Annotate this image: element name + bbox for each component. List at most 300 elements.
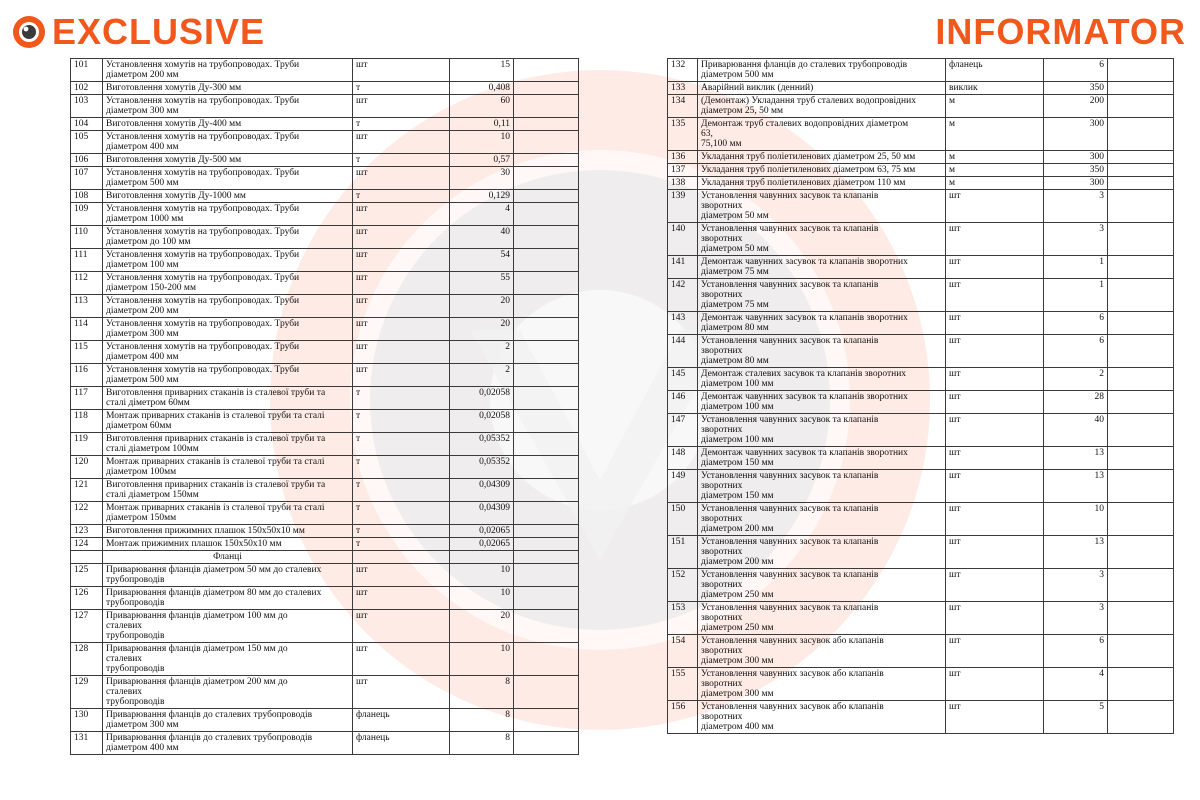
row-unit: шт bbox=[353, 610, 450, 643]
brand-left-text: EXCLUSIVE bbox=[52, 11, 266, 52]
row-empty-cell bbox=[1108, 635, 1174, 668]
row-unit: шт bbox=[946, 602, 1044, 635]
row-number: 129 bbox=[71, 676, 103, 709]
row-description: Установлення чавунних засувок та клапанів зворотних діаметром 200 мм bbox=[698, 536, 946, 569]
row-quantity: 13 bbox=[1044, 470, 1108, 503]
row-number: 135 bbox=[668, 118, 698, 151]
row-unit: шт bbox=[353, 643, 450, 676]
table-row bbox=[71, 341, 579, 364]
row-description: Установлення чавунних засувок та клапанів зворотних діаметром 50 мм bbox=[698, 223, 946, 256]
row-number: 155 bbox=[668, 668, 698, 701]
row-number: 142 bbox=[668, 279, 698, 312]
row-number: 107 bbox=[71, 167, 103, 190]
row-description: Укладання труб поліетиленових діаметром 25, 50 мм bbox=[698, 151, 946, 164]
table-row bbox=[668, 391, 1174, 414]
row-unit: шт bbox=[353, 249, 450, 272]
row-description: Демонтаж сталевих засувок та клапанів зворотних діаметром 100 мм bbox=[698, 368, 946, 391]
row-empty-cell bbox=[514, 82, 579, 95]
row-unit: т bbox=[353, 387, 450, 410]
row-description: Приварювання фланців діаметром 150 мм до сталевих трубопроводів bbox=[103, 643, 353, 676]
row-empty-cell bbox=[514, 203, 579, 226]
row-quantity: 3 bbox=[1044, 569, 1108, 602]
row-quantity: 8 bbox=[450, 732, 514, 755]
row-number: 116 bbox=[71, 364, 103, 387]
row-description: Виготовлення прижимних плашок 150х50х10 мм bbox=[103, 525, 353, 538]
row-number: 118 bbox=[71, 410, 103, 433]
row-unit: фланець bbox=[353, 732, 450, 755]
row-description: Монтаж приварних стаканів із сталевої труби та сталі діаметром 100мм bbox=[103, 456, 353, 479]
row-unit: шт bbox=[353, 587, 450, 610]
row-number: 132 bbox=[668, 59, 698, 82]
row-number: 150 bbox=[668, 503, 698, 536]
table-row bbox=[668, 256, 1174, 279]
row-number: 113 bbox=[71, 295, 103, 318]
table-row bbox=[71, 59, 579, 82]
row-number: 140 bbox=[668, 223, 698, 256]
row-empty-cell bbox=[1108, 82, 1174, 95]
row-number: 125 bbox=[71, 564, 103, 587]
row-description: Демонтаж чавунних засувок та клапанів зворотних діаметром 80 мм bbox=[698, 312, 946, 335]
row-quantity: 40 bbox=[1044, 414, 1108, 447]
row-quantity: 1 bbox=[1044, 279, 1108, 312]
table-row bbox=[71, 479, 579, 502]
row-empty-cell bbox=[514, 538, 579, 551]
row-description: Установлення чавунних засувок та клапанів зворотних діаметром 50 мм bbox=[698, 190, 946, 223]
brand-left bbox=[12, 10, 265, 54]
row-description: Установлення чавунних засувок та клапанів зворотних діаметром 150 мм bbox=[698, 470, 946, 503]
row-number: 108 bbox=[71, 190, 103, 203]
row-quantity: 6 bbox=[1044, 635, 1108, 668]
row-unit: т bbox=[353, 456, 450, 479]
row-unit: шт bbox=[946, 503, 1044, 536]
row-description: Виготовлення хомутів Ду-400 мм bbox=[103, 118, 353, 131]
row-unit: фланець bbox=[353, 709, 450, 732]
row-number: 145 bbox=[668, 368, 698, 391]
row-quantity: 40 bbox=[450, 226, 514, 249]
row-unit: т bbox=[353, 479, 450, 502]
row-description: Аварійний виклик (денний) bbox=[698, 82, 946, 95]
row-quantity: 10 bbox=[450, 643, 514, 676]
row-quantity: 20 bbox=[450, 295, 514, 318]
row-unit: шт bbox=[353, 564, 450, 587]
row-quantity: 6 bbox=[1044, 335, 1108, 368]
row-quantity: 0,05352 bbox=[450, 433, 514, 456]
row-description: Установлення хомутів на трубопроводах. Труби діаметром 150-200 мм bbox=[103, 272, 353, 295]
table-row bbox=[668, 701, 1174, 734]
table-row bbox=[71, 118, 579, 131]
row-empty-cell bbox=[1108, 503, 1174, 536]
row-unit: шт bbox=[353, 676, 450, 709]
row-quantity: 10 bbox=[450, 564, 514, 587]
row-unit: т bbox=[353, 190, 450, 203]
table-row bbox=[668, 59, 1174, 82]
right-table bbox=[667, 58, 1174, 734]
table-row bbox=[668, 118, 1174, 151]
row-unit: шт bbox=[946, 470, 1044, 503]
row-number: 133 bbox=[668, 82, 698, 95]
row-description: Виготовлення приварних стаканів із сталевої труби та сталі діаметром 100мм bbox=[103, 433, 353, 456]
row-number: 123 bbox=[71, 525, 103, 538]
row-number: 134 bbox=[668, 95, 698, 118]
table-row bbox=[668, 223, 1174, 256]
row-quantity: 2 bbox=[1044, 368, 1108, 391]
table-row bbox=[71, 203, 579, 226]
row-quantity: 13 bbox=[1044, 447, 1108, 470]
table-row bbox=[71, 154, 579, 167]
row-empty-cell bbox=[1108, 279, 1174, 312]
row-empty-cell bbox=[514, 564, 579, 587]
row-empty-cell bbox=[514, 249, 579, 272]
row-empty-cell bbox=[1108, 59, 1174, 82]
row-quantity: 0,05352 bbox=[450, 456, 514, 479]
row-empty-cell bbox=[514, 95, 579, 118]
row-empty-cell bbox=[1108, 118, 1174, 151]
row-description: Укладання труб поліетиленових діаметром 110 мм bbox=[698, 177, 946, 190]
row-empty-cell bbox=[514, 318, 579, 341]
row-number: 130 bbox=[71, 709, 103, 732]
row-description: Установлення хомутів на трубопроводах. Труби діаметром до 100 мм bbox=[103, 226, 353, 249]
table-row bbox=[668, 190, 1174, 223]
row-description: Приварювання фланців діаметром 50 мм до сталевих трубопроводів bbox=[103, 564, 353, 587]
row-empty-cell bbox=[514, 118, 579, 131]
section-empty-cell bbox=[450, 551, 514, 564]
table-row bbox=[71, 456, 579, 479]
section-row bbox=[71, 551, 579, 564]
row-unit: шт bbox=[353, 295, 450, 318]
row-description: Виготовлення хомутів Ду-1000 мм bbox=[103, 190, 353, 203]
row-unit: шт bbox=[946, 701, 1044, 734]
row-empty-cell bbox=[514, 643, 579, 676]
row-quantity: 4 bbox=[450, 203, 514, 226]
row-empty-cell bbox=[1108, 602, 1174, 635]
row-empty-cell bbox=[514, 154, 579, 167]
row-empty-cell bbox=[514, 410, 579, 433]
row-description: Установлення хомутів на трубопроводах. Труби діаметром 200 мм bbox=[103, 59, 353, 82]
row-description: Виготовлення хомутів Ду-300 мм bbox=[103, 82, 353, 95]
row-number: 103 bbox=[71, 95, 103, 118]
row-empty-cell bbox=[514, 676, 579, 709]
row-number: 143 bbox=[668, 312, 698, 335]
row-description: Приварювання фланців до сталевих трубопроводів діаметром 500 мм bbox=[698, 59, 946, 82]
row-description: Приварювання фланців діаметром 100 мм до сталевих трубопроводів bbox=[103, 610, 353, 643]
row-number: 115 bbox=[71, 341, 103, 364]
row-empty-cell bbox=[1108, 447, 1174, 470]
row-quantity: 2 bbox=[450, 364, 514, 387]
row-quantity: 350 bbox=[1044, 82, 1108, 95]
row-quantity: 8 bbox=[450, 676, 514, 709]
row-quantity: 10 bbox=[1044, 503, 1108, 536]
table-row bbox=[71, 564, 579, 587]
row-number: 153 bbox=[668, 602, 698, 635]
table-row bbox=[668, 470, 1174, 503]
row-quantity: 3 bbox=[1044, 223, 1108, 256]
table-row bbox=[71, 295, 579, 318]
row-empty-cell bbox=[514, 272, 579, 295]
row-empty-cell bbox=[1108, 164, 1174, 177]
row-empty-cell bbox=[514, 525, 579, 538]
row-number: 112 bbox=[71, 272, 103, 295]
row-empty-cell bbox=[514, 226, 579, 249]
row-quantity: 0,11 bbox=[450, 118, 514, 131]
row-description: Монтаж прижимних плашок 150х50х10 мм bbox=[103, 538, 353, 551]
table-row bbox=[71, 410, 579, 433]
row-number: 149 bbox=[668, 470, 698, 503]
row-number: 122 bbox=[71, 502, 103, 525]
row-quantity: 0,02065 bbox=[450, 525, 514, 538]
row-quantity: 350 bbox=[1044, 164, 1108, 177]
row-number: 120 bbox=[71, 456, 103, 479]
row-description: Установлення хомутів на трубопроводах. Труби діаметром 300 мм bbox=[103, 318, 353, 341]
row-quantity: 2 bbox=[450, 341, 514, 364]
row-unit: шт bbox=[946, 447, 1044, 470]
row-unit: шт bbox=[353, 318, 450, 341]
row-description: Установлення чавунних засувок або клапанів зворотних діаметром 400 мм bbox=[698, 701, 946, 734]
table-row bbox=[668, 164, 1174, 177]
row-number: 102 bbox=[71, 82, 103, 95]
row-unit: шт bbox=[946, 368, 1044, 391]
row-empty-cell bbox=[514, 295, 579, 318]
table-row bbox=[71, 364, 579, 387]
row-description: Установлення чавунних засувок або клапанів зворотних діаметром 300 мм bbox=[698, 668, 946, 701]
row-empty-cell bbox=[514, 190, 579, 203]
row-empty-cell bbox=[1108, 470, 1174, 503]
row-quantity: 0,02058 bbox=[450, 410, 514, 433]
row-unit: м bbox=[946, 164, 1044, 177]
row-quantity: 10 bbox=[450, 587, 514, 610]
row-description: Установлення чавунних засувок та клапанів зворотних діаметром 250 мм bbox=[698, 602, 946, 635]
eye-logo-icon bbox=[12, 15, 46, 49]
row-description: Виготовлення приварних стаканів із сталевої труби та сталі діметром 60мм bbox=[103, 387, 353, 410]
row-number: 105 bbox=[71, 131, 103, 154]
row-unit: виклик bbox=[946, 82, 1044, 95]
row-empty-cell bbox=[1108, 536, 1174, 569]
row-unit: фланець bbox=[946, 59, 1044, 82]
row-unit: м bbox=[946, 95, 1044, 118]
row-description: Установлення хомутів на трубопроводах. Труби діаметром 400 мм bbox=[103, 131, 353, 154]
table-row bbox=[71, 387, 579, 410]
row-empty-cell bbox=[1108, 335, 1174, 368]
row-quantity: 15 bbox=[450, 59, 514, 82]
row-unit: шт bbox=[946, 635, 1044, 668]
row-empty-cell bbox=[1108, 368, 1174, 391]
row-description: Установлення хомутів на трубопроводах. Труби діаметром 1000 мм bbox=[103, 203, 353, 226]
table-row bbox=[668, 668, 1174, 701]
table-row bbox=[71, 131, 579, 154]
row-quantity: 0,02065 bbox=[450, 538, 514, 551]
row-number: 104 bbox=[71, 118, 103, 131]
table-row bbox=[71, 732, 579, 755]
row-unit: шт bbox=[946, 391, 1044, 414]
table-row bbox=[668, 177, 1174, 190]
row-number: 147 bbox=[668, 414, 698, 447]
row-quantity: 20 bbox=[450, 318, 514, 341]
row-empty-cell bbox=[514, 59, 579, 82]
row-quantity: 200 bbox=[1044, 95, 1108, 118]
row-quantity: 8 bbox=[450, 709, 514, 732]
row-description: Приварювання фланців діаметром 80 мм до сталевих трубопроводів bbox=[103, 587, 353, 610]
row-empty-cell bbox=[1108, 151, 1174, 164]
row-description: Демонтаж чавунних засувок та клапанів зворотних діаметром 75 мм bbox=[698, 256, 946, 279]
row-unit: шт bbox=[353, 341, 450, 364]
table-row bbox=[668, 151, 1174, 164]
row-description: Установлення хомутів на трубопроводах. Труби діаметром 500 мм bbox=[103, 364, 353, 387]
row-quantity: 3 bbox=[1044, 190, 1108, 223]
row-empty-cell bbox=[514, 502, 579, 525]
row-unit: т bbox=[353, 502, 450, 525]
row-unit: шт bbox=[946, 536, 1044, 569]
table-row bbox=[71, 167, 579, 190]
row-unit: шт bbox=[353, 59, 450, 82]
table-row bbox=[71, 433, 579, 456]
row-unit: шт bbox=[353, 226, 450, 249]
row-quantity: 3 bbox=[1044, 602, 1108, 635]
row-description: Установлення чавунних засувок та клапанів зворотних діаметром 200 мм bbox=[698, 503, 946, 536]
row-quantity: 6 bbox=[1044, 59, 1108, 82]
row-quantity: 10 bbox=[450, 131, 514, 154]
section-title: Фланці bbox=[103, 551, 353, 564]
row-number: 154 bbox=[668, 635, 698, 668]
row-empty-cell bbox=[1108, 701, 1174, 734]
row-description: Виготовлення хомутів Ду-500 мм bbox=[103, 154, 353, 167]
row-empty-cell bbox=[514, 364, 579, 387]
row-quantity: 20 bbox=[450, 610, 514, 643]
row-number: 128 bbox=[71, 643, 103, 676]
row-description: Установлення чавунних засувок та клапанів зворотних діаметром 250 мм bbox=[698, 569, 946, 602]
row-quantity: 0,02058 bbox=[450, 387, 514, 410]
row-unit: шт bbox=[353, 203, 450, 226]
table-row bbox=[668, 536, 1174, 569]
row-number: 110 bbox=[71, 226, 103, 249]
section-number-cell bbox=[71, 551, 103, 564]
table-row bbox=[668, 95, 1174, 118]
row-quantity: 13 bbox=[1044, 536, 1108, 569]
table-row bbox=[71, 643, 579, 676]
row-number: 117 bbox=[71, 387, 103, 410]
row-empty-cell bbox=[514, 456, 579, 479]
table-row bbox=[668, 279, 1174, 312]
row-unit: шт bbox=[946, 312, 1044, 335]
left-page bbox=[70, 58, 578, 755]
left-table bbox=[70, 58, 579, 755]
table-row bbox=[668, 82, 1174, 95]
row-quantity: 0,129 bbox=[450, 190, 514, 203]
row-empty-cell bbox=[1108, 95, 1174, 118]
row-unit: шт bbox=[946, 279, 1044, 312]
row-description: Демонтаж чавунних засувок та клапанів зворотних діаметром 100 мм bbox=[698, 391, 946, 414]
row-quantity: 54 bbox=[450, 249, 514, 272]
row-quantity: 1 bbox=[1044, 256, 1108, 279]
row-number: 127 bbox=[71, 610, 103, 643]
table-row bbox=[668, 602, 1174, 635]
right-page bbox=[667, 58, 1173, 734]
row-unit: т bbox=[353, 154, 450, 167]
row-quantity: 4 bbox=[1044, 668, 1108, 701]
row-empty-cell bbox=[1108, 177, 1174, 190]
row-unit: шт bbox=[946, 569, 1044, 602]
row-quantity: 28 bbox=[1044, 391, 1108, 414]
row-quantity: 300 bbox=[1044, 177, 1108, 190]
table-row bbox=[71, 318, 579, 341]
row-quantity: 0,57 bbox=[450, 154, 514, 167]
row-unit: шт bbox=[946, 335, 1044, 368]
row-description: Установлення хомутів на трубопроводах. Труби діаметром 400 мм bbox=[103, 341, 353, 364]
row-quantity: 30 bbox=[450, 167, 514, 190]
row-description: Установлення хомутів на трубопроводах. Труби діаметром 100 мм bbox=[103, 249, 353, 272]
row-empty-cell bbox=[514, 709, 579, 732]
row-unit: шт bbox=[946, 256, 1044, 279]
row-empty-cell bbox=[1108, 256, 1174, 279]
row-description: Виготовлення приварних стаканів із сталевої труби та сталі діаметром 150мм bbox=[103, 479, 353, 502]
table-row bbox=[71, 538, 579, 551]
row-description: Установлення чавунних засувок або клапанів зворотних діаметром 300 мм bbox=[698, 635, 946, 668]
section-empty-cell bbox=[353, 551, 450, 564]
row-number: 152 bbox=[668, 569, 698, 602]
row-number: 131 bbox=[71, 732, 103, 755]
table-row bbox=[668, 635, 1174, 668]
row-number: 119 bbox=[71, 433, 103, 456]
row-unit: т bbox=[353, 538, 450, 551]
brand-right: INFORMATOR bbox=[935, 11, 1186, 52]
table-row bbox=[71, 95, 579, 118]
row-description: Установлення чавунних засувок та клапанів зворотних діаметром 100 мм bbox=[698, 414, 946, 447]
row-quantity: 0,04309 bbox=[450, 502, 514, 525]
table-row bbox=[668, 447, 1174, 470]
row-number: 109 bbox=[71, 203, 103, 226]
table-row bbox=[71, 249, 579, 272]
table-row bbox=[668, 312, 1174, 335]
row-quantity: 60 bbox=[450, 95, 514, 118]
row-empty-cell bbox=[514, 131, 579, 154]
row-unit: т bbox=[353, 525, 450, 538]
row-description: Установлення хомутів на трубопроводах. Труби діаметром 300 мм bbox=[103, 95, 353, 118]
row-unit: шт bbox=[946, 223, 1044, 256]
row-quantity: 0,04309 bbox=[450, 479, 514, 502]
row-unit: т bbox=[353, 82, 450, 95]
table-row bbox=[71, 226, 579, 249]
row-number: 156 bbox=[668, 701, 698, 734]
row-description: Демонтаж чавунних засувок та клапанів зворотних діаметром 150 мм bbox=[698, 447, 946, 470]
row-unit: м bbox=[946, 177, 1044, 190]
row-empty-cell bbox=[514, 732, 579, 755]
row-number: 124 bbox=[71, 538, 103, 551]
row-unit: т bbox=[353, 433, 450, 456]
table-row bbox=[668, 569, 1174, 602]
row-empty-cell bbox=[1108, 223, 1174, 256]
row-number: 101 bbox=[71, 59, 103, 82]
row-number: 114 bbox=[71, 318, 103, 341]
table-row bbox=[668, 335, 1174, 368]
row-number: 136 bbox=[668, 151, 698, 164]
row-unit: т bbox=[353, 118, 450, 131]
row-description: Приварювання фланців до сталевих трубопроводів діаметром 300 мм bbox=[103, 709, 353, 732]
row-unit: т bbox=[353, 410, 450, 433]
row-number: 139 bbox=[668, 190, 698, 223]
row-number: 111 bbox=[71, 249, 103, 272]
row-empty-cell bbox=[514, 341, 579, 364]
table-row bbox=[71, 525, 579, 538]
row-number: 141 bbox=[668, 256, 698, 279]
row-number: 121 bbox=[71, 479, 103, 502]
row-description: (Демонтаж) Укладання труб сталевих водопровідних діаметром 25, 50 мм bbox=[698, 95, 946, 118]
row-description: Приварювання фланців до сталевих трубопроводів діаметром 400 мм bbox=[103, 732, 353, 755]
row-unit: шт bbox=[946, 668, 1044, 701]
row-empty-cell bbox=[1108, 312, 1174, 335]
table-row bbox=[71, 190, 579, 203]
row-empty-cell bbox=[1108, 569, 1174, 602]
row-unit: шт bbox=[353, 272, 450, 295]
row-number: 106 bbox=[71, 154, 103, 167]
table-row bbox=[71, 587, 579, 610]
